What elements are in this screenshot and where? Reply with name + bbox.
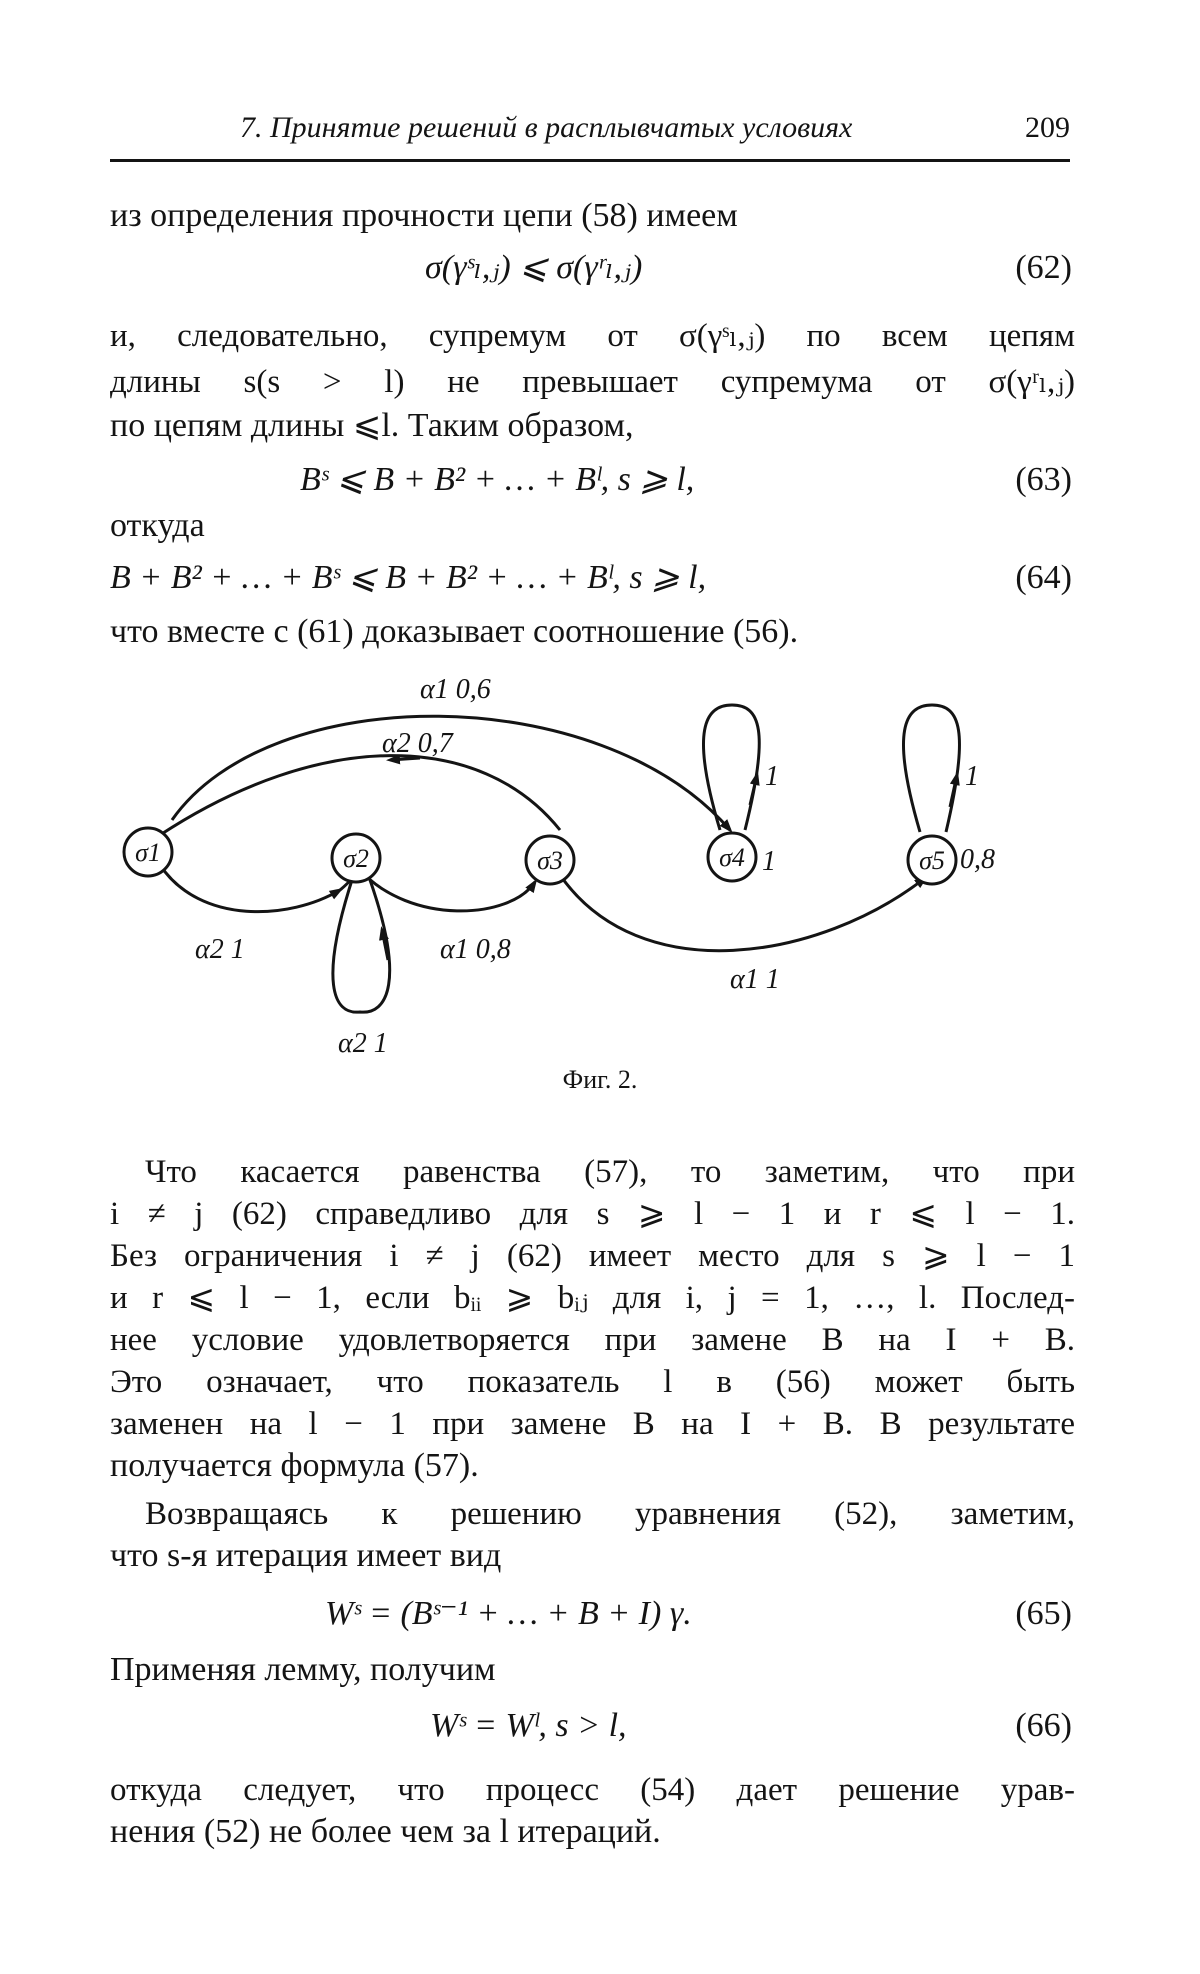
equation-65: Wˢ = (Bˢ⁻¹ + … + B + I) γ. <box>325 1595 692 1632</box>
p1-line-3: Без ограничения i ≠ j (62) имеет место для s ⩾ l − 1 <box>110 1238 1075 1274</box>
node-label-s4: σ4 <box>719 843 745 872</box>
edge-s2-s3 <box>360 870 535 911</box>
text-line-6: что вместе с (61) доказывает соотношение (56). <box>110 613 799 650</box>
header-rule <box>110 159 1070 162</box>
p2-line-2: что s-я итерация имеет вид <box>110 1537 502 1574</box>
edge-s3-s1 <box>160 756 560 835</box>
p1-line-2: i ≠ j (62) справедливо для s ⩾ l − 1 и r ⩽ l − 1. <box>110 1196 1075 1232</box>
loop-s5 <box>903 705 959 832</box>
running-header <box>110 105 1070 157</box>
p1-line-4: и r ⩽ l − 1, если bᵢᵢ ⩾ bᵢⱼ для i, j = 1, …, l. Послед- <box>110 1280 1075 1316</box>
text-line-5: откуда <box>110 507 205 544</box>
p1-line-5: нее условие удовлетворяется при замене B на I + B. <box>110 1322 1075 1358</box>
p1-line-1: Что касается равенства (57), то заметим, что при <box>145 1154 1075 1190</box>
p2-line-1: Возвращаясь к решению уравнения (52), заметим, <box>145 1496 1075 1532</box>
node-label-s3: σ3 <box>537 846 563 875</box>
label-s4-out: 1 <box>762 846 776 877</box>
equation-63: Bˢ ⩽ B + B² + … + Bˡ, s ⩾ l, <box>300 461 695 498</box>
graph-svg <box>120 660 1080 1060</box>
equation-63-number: (63) <box>1015 461 1072 498</box>
equation-64-number: (64) <box>1015 559 1072 596</box>
edge-s1-s2 <box>160 865 340 912</box>
p3-line-1: откуда следует, что процесс (54) дает решение урав- <box>110 1772 1075 1808</box>
figure-caption: Фиг. 2. <box>562 1065 638 1094</box>
p1-line-7: заменен на l − 1 при замене B на I + B. В результате <box>110 1406 1075 1442</box>
label-s2-s3: α1 0,8 <box>440 934 511 965</box>
p1-line-6: Это означает, что показатель l в (56) может быть <box>110 1364 1075 1400</box>
edge-s3-s5 <box>560 875 925 951</box>
text-line-4: по цепям длины ⩽l. Таким образом, <box>110 407 634 444</box>
label-s1-s4: α1 0,6 <box>420 674 491 705</box>
p1-line-8: получается формула (57). <box>110 1447 479 1484</box>
equation-66: Wˢ = Wˡ, s > l, <box>430 1707 627 1744</box>
label-s4-loop: 1 <box>765 761 779 792</box>
text-line-3: длины s(s > l) не превышает супремума от σ(γʳₗ,ⱼ) <box>110 364 1075 400</box>
text-line-1: из определения прочности цепи (58) имеем <box>110 197 738 234</box>
equation-62-number: (62) <box>1015 249 1072 286</box>
equation-66-number: (66) <box>1015 1707 1072 1744</box>
label-s2-loop: α2 1 <box>338 1028 388 1059</box>
label-s3-s1: α2 0,7 <box>382 728 453 759</box>
equation-64: B + B² + … + Bˢ ⩽ B + B² + … + Bˡ, s ⩾ l, <box>110 559 707 596</box>
state-graph-figure <box>120 660 1080 1100</box>
text-line-7: Применяя лемму, получим <box>110 1651 496 1688</box>
label-s5-loop: 1 <box>965 761 979 792</box>
label-s5-out: 0,8 <box>960 844 995 875</box>
loop-s2 <box>333 880 390 1012</box>
equation-62: σ(γˢₗ,ⱼ) ⩽ σ(γʳₗ,ⱼ) <box>425 249 643 286</box>
node-label-s2: σ2 <box>343 844 369 873</box>
equation-65-number: (65) <box>1015 1595 1072 1632</box>
chapter-title: 7. Принятие решений в расплывчатых условиях <box>240 111 853 144</box>
node-label-s1: σ1 <box>135 838 161 867</box>
page-number: 209 <box>1025 111 1070 144</box>
p3-line-2: нения (52) не более чем за l итераций. <box>110 1813 661 1850</box>
label-s1-s2: α2 1 <box>195 934 245 965</box>
label-s3-s5: α1 1 <box>730 964 780 995</box>
text-line-2: и, следовательно, супремум от σ(γˢₗ,ⱼ) по всем цепям <box>110 318 1075 354</box>
node-label-s5: σ5 <box>919 846 945 875</box>
